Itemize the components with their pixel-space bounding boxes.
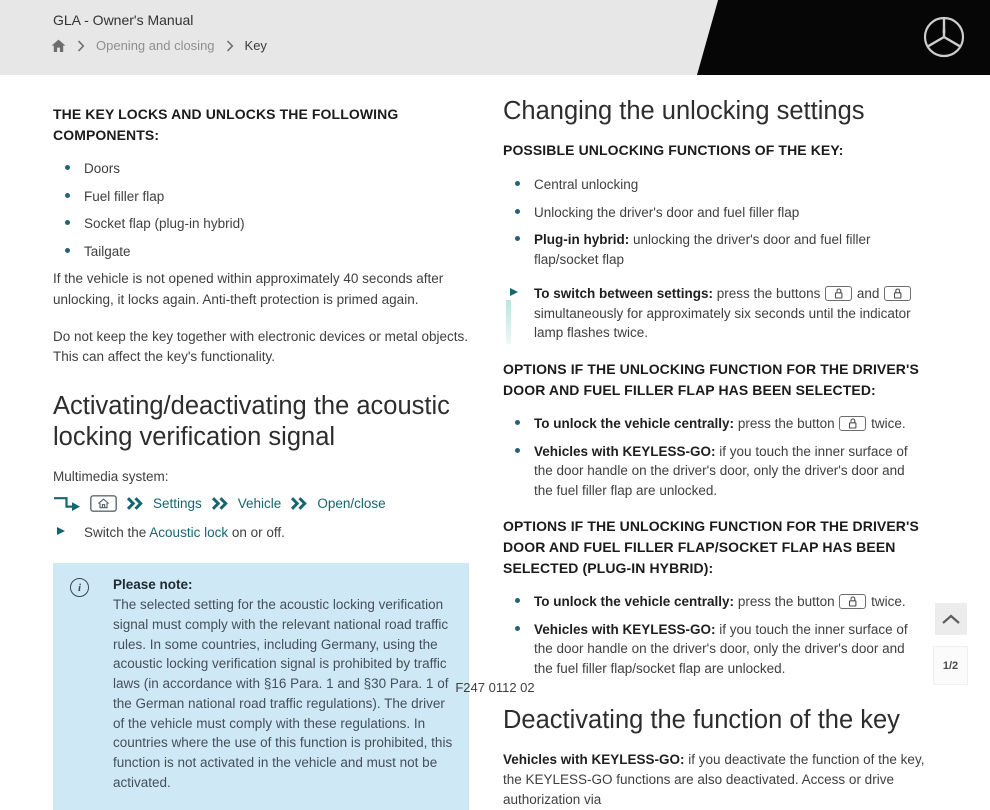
list-item-label: unlocking the driver's door and fuel filler flap/socket flap (534, 232, 871, 267)
breadcrumb-chevron-icon (77, 40, 85, 52)
deactivating-paragraph (503, 750, 927, 810)
step-text-post: on or off. (228, 524, 285, 540)
step-triangle-icon (510, 288, 518, 296)
list-item (53, 242, 469, 262)
bullet-dot-icon (65, 193, 70, 198)
list-item (53, 159, 469, 179)
section-highlight-bar (506, 300, 511, 344)
menu-path-item: Vehicle (237, 495, 282, 511)
list-item-label: Central unlocking (534, 177, 639, 193)
unlock-key-button-icon (839, 416, 866, 431)
switch-settings-step (503, 284, 927, 343)
paragraph: If the vehicle is not opened within approximately 40 seconds after unlocking, it locks again. Anti-theft protection is primed again. (53, 271, 444, 307)
options2-heading: OPTIONS IF THE UNLOCKING FUNCTION FOR THE DRIVER'S DOOR AND FUEL FILLER FLAP/SOCKET FLAP HAS BEEN SELECTED (PLUG-IN HYBRID): (503, 518, 919, 577)
left-column (53, 104, 469, 810)
section-heading-deactivating: Deactivating the function of the key (503, 705, 900, 734)
chevron-up-icon (941, 614, 961, 625)
breadcrumb-chevron-icon (226, 40, 234, 52)
bullet-dot-icon (65, 165, 70, 170)
breadcrumb-section[interactable]: Opening and closing (96, 38, 215, 53)
section-heading-unlocking: Changing the unlocking settings (503, 97, 865, 125)
scroll-to-top-button[interactable] (935, 603, 967, 635)
list-item (503, 442, 927, 501)
manual-title: GLA - Owner's Manual (53, 12, 194, 28)
multimedia-home-icon (90, 495, 117, 512)
list-item-label: if you touch the inner surface of the door handle on the driver's door, only the driver's door and the fuel filler flap/socket flap are unlocked. (534, 621, 908, 676)
list-item-label: twice. (867, 416, 906, 432)
bullet-dot-icon (515, 420, 520, 425)
return-arrow-icon (53, 496, 81, 511)
bullet-dot-icon (65, 248, 70, 253)
page-toggle-label: 1/2 (942, 659, 959, 672)
document-code: F247 0112 02 (455, 680, 535, 695)
possible-functions-list (503, 175, 927, 269)
list-item (53, 214, 469, 234)
mercedes-star-logo[interactable] (922, 15, 966, 59)
list-item-label: Socket flap (plug-in hybrid) (84, 216, 245, 232)
list-item-bold: To unlock the vehicle centrally: (534, 594, 735, 610)
list-item-label: if you touch the inner surface of the door handle on the driver's door, only the driver's door and the fuel filler flap are unlocked. (534, 443, 908, 498)
step-text: press the buttons (713, 286, 825, 302)
step-text: and (853, 286, 884, 302)
menu-path-item: Settings (153, 495, 202, 511)
bullet-dot-icon (515, 236, 520, 241)
double-chevron-icon (290, 497, 308, 510)
list-item (53, 187, 469, 207)
list-item (503, 203, 927, 223)
lock-key-button-icon (884, 286, 911, 301)
list-item (503, 414, 927, 434)
possible-functions-heading: POSSIBLE UNLOCKING FUNCTIONS OF THE KEY: (503, 142, 844, 159)
list-item-label: press the button (734, 416, 839, 432)
step-text-pre: Switch the (84, 524, 150, 540)
list-item-label: Tailgate (84, 243, 131, 259)
unlock-key-button-icon (825, 286, 852, 301)
list-item-bold: To unlock the vehicle centrally: (534, 416, 735, 432)
step-bold: To switch between settings: (534, 286, 714, 302)
list-item (503, 592, 927, 612)
menu-path-item: Open/close (317, 495, 386, 511)
list-item (503, 175, 927, 195)
paragraph-bold: Vehicles with KEYLESS-GO: (503, 751, 685, 767)
paragraph-text: if you deactivate the function of the key, the KEYLESS-GO functions are also deactivated. Access or drive authorization via (503, 751, 925, 808)
bullet-dot-icon (515, 598, 520, 603)
bullet-dot-icon (65, 220, 70, 225)
list-item (503, 620, 927, 679)
section-heading-acoustic: Activating/deactivating the acoustic locking verification signal (53, 392, 450, 452)
bullet-dot-icon (515, 181, 520, 186)
list-item-bold: Vehicles with KEYLESS-GO: (534, 443, 716, 459)
list-item (503, 230, 927, 269)
components-heading: THE KEY LOCKS AND UNLOCKS THE FOLLOWING COMPONENTS: (53, 106, 399, 143)
instruction-step (53, 523, 469, 543)
list-item-label: press the button (734, 594, 839, 610)
breadcrumb-page: Key (244, 38, 267, 53)
paragraph: Do not keep the key together with electronic devices or metal objects. This can affect the key's functionality. (53, 328, 468, 364)
note-title: Please note: (113, 577, 193, 593)
unlock-key-button-icon (839, 594, 866, 609)
page-content (0, 75, 990, 808)
bullet-dot-icon (515, 448, 520, 453)
bullet-dot-icon (515, 626, 520, 631)
multimedia-menu-path (53, 495, 469, 512)
list-item-bold: Plug-in hybrid: (534, 232, 630, 248)
list-item-bold: Vehicles with KEYLESS-GO: (534, 621, 716, 637)
options1-list (503, 414, 927, 500)
list-item-label: Fuel filler flap (84, 188, 165, 204)
acoustic-lock-link: Acoustic lock (149, 524, 229, 540)
bullet-dot-icon (515, 209, 520, 214)
double-chevron-icon (211, 497, 229, 510)
options2-list (503, 592, 927, 678)
step-text: simultaneously for approximately six seconds until the indicator lamp flashes twice. (534, 305, 911, 341)
options1-heading: OPTIONS IF THE UNLOCKING FUNCTION FOR THE DRIVER'S DOOR AND FUEL FILLER FLAP HAS BEEN SELECTED: (503, 361, 919, 399)
double-chevron-icon (126, 497, 144, 510)
step-triangle-icon (57, 527, 65, 535)
list-item-label: Doors (84, 161, 121, 176)
info-icon: i (70, 577, 113, 792)
page-header (0, 0, 990, 75)
right-column (503, 96, 927, 810)
list-item-label: twice. (867, 594, 906, 610)
home-icon[interactable] (51, 39, 66, 53)
multimedia-label: Multimedia system: (53, 469, 169, 485)
components-list (53, 159, 469, 261)
list-item-label: Unlocking the driver's door and fuel filler flap (534, 204, 800, 220)
note-body: The selected setting for the acoustic locking verification signal must comply with the relevant national road traffic rules. In some countries, including Germany, using the acoustic locking verification signal is prohibited by traffic laws (in accordance with §16 Para. 1 and §30 Para. 1 of the German national road traffic regulations). The driver of the vehicle must comply with these regulations. In countries where the use of this function is prohibited, this function is not activated in the vehicle and must not be activated. (113, 597, 453, 790)
breadcrumb (51, 38, 267, 53)
